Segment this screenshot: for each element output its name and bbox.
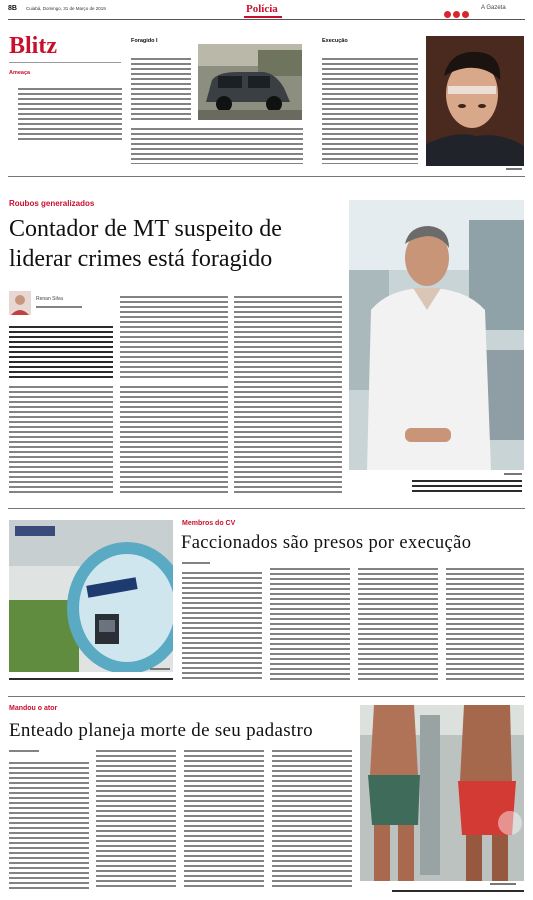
blitz-portrait-photo (426, 36, 524, 166)
story1-byline: Renan Silva (36, 296, 63, 302)
page-number: 8B (8, 5, 17, 12)
portrait-illustration (426, 36, 524, 166)
blitz-note-ameaca-heading: Ameaça (9, 70, 31, 76)
story1-suspect-photo (349, 200, 524, 470)
story2-column2 (270, 566, 350, 682)
story3-byline (9, 748, 39, 753)
blitz-note-execucao-text (322, 56, 418, 164)
story1-headline-line1: Contador de MT suspeito de (9, 216, 282, 242)
story3-headline: Enteado planeja morte de seu padastro (9, 720, 313, 741)
page-header (0, 0, 533, 20)
section-title: Polícia (246, 3, 278, 15)
story3-column4 (272, 748, 352, 890)
header-rule (8, 19, 525, 20)
story2-photo-caption (9, 676, 173, 682)
story1-column2b (120, 384, 228, 496)
story2-column4 (446, 566, 524, 682)
social-icons (442, 5, 469, 23)
story2-column3 (358, 566, 438, 682)
blitz-note-foragido-text-b (131, 126, 303, 164)
story1-column2a (120, 294, 228, 378)
blitz-note-execucao-heading: Execução (322, 38, 348, 44)
story3-suspects-photo (360, 705, 524, 881)
story1-byline-role (36, 304, 82, 310)
story3-column3 (184, 748, 264, 890)
suspects-illustration (360, 705, 524, 881)
portrait-credit-line (506, 168, 522, 170)
brand-name: A Gazeta (481, 5, 506, 11)
byline-avatar (9, 291, 31, 315)
blitz-bottom-rule (8, 176, 525, 177)
story1-bottom-rule (8, 508, 525, 509)
story2-byline (182, 560, 210, 565)
story2-kicker: Membros do CV (182, 520, 236, 527)
blitz-title: Blitz (9, 33, 57, 59)
story1-column3 (234, 294, 342, 496)
story3-photo-credit (490, 883, 516, 885)
edition-line: Cuiabá, Domingo, 31 de Março de 2019 (26, 6, 106, 11)
story3-photo-caption (392, 888, 524, 894)
car-illustration (198, 44, 302, 120)
story1-lead-paragraph (9, 324, 113, 380)
instagram-icon[interactable] (462, 11, 469, 18)
story2-headline: Faccionados são presos por execução (181, 533, 472, 553)
story2-photo-credit (150, 668, 170, 670)
blitz-note-ameaca-text (18, 86, 122, 142)
twitter-icon[interactable] (453, 11, 460, 18)
author-avatar-image (9, 291, 31, 315)
section-title-underline (244, 16, 282, 18)
facebook-icon[interactable] (444, 11, 451, 18)
suspect-illustration (349, 200, 524, 470)
story2-evidence-photo (9, 520, 173, 672)
story1-column1 (9, 384, 113, 496)
story1-headline-line2: liderar crimes está foragido (9, 246, 273, 272)
blitz-title-rule (9, 62, 121, 63)
story3-column2 (96, 748, 176, 890)
blitz-note-foragido-heading: Foragido I (131, 38, 158, 44)
story3-kicker: Mandou o ator (9, 705, 58, 712)
blitz-note-foragido-text-a (131, 56, 191, 120)
story2-bottom-rule (8, 696, 525, 697)
story2-column1 (182, 570, 262, 682)
evidence-illustration (9, 520, 173, 672)
blitz-car-photo (198, 44, 302, 120)
story3-column1 (9, 760, 89, 890)
story1-kicker: Roubos generalizados (9, 199, 95, 208)
story1-photo-caption (412, 478, 522, 494)
story1-photo-credit (504, 473, 522, 475)
